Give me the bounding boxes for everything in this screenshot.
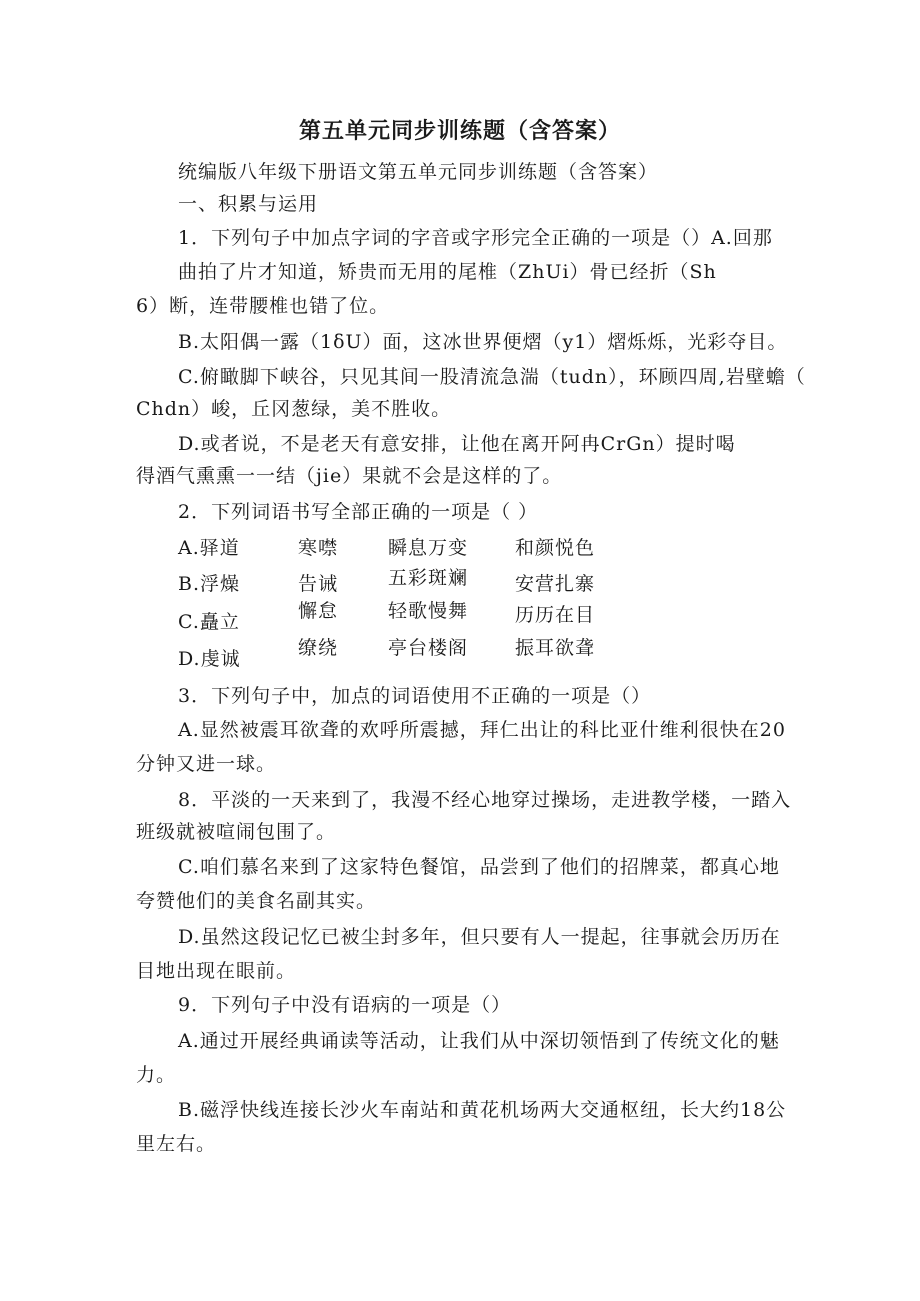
word-cell: 寒噤 — [298, 537, 339, 559]
word-cell: 瞬息万变 — [388, 537, 469, 559]
question-4-stem: 9．下列句子中没有语病的一项是（） — [178, 994, 512, 1016]
subtitle: 统编版八年级下册语文第五单元同步训练题（含答案） — [178, 161, 659, 183]
question-4-option-b-line: B.磁浮快线连接长沙火车南站和黄花机场两大交通枢纽，长大约18公 — [178, 1099, 787, 1121]
question-1-option-b: B.太阳偶一露（1δU）面，这冰世界便熠（y1）熠烁烁，光彩夺目。 — [178, 331, 788, 353]
word-cell: 和颜悦色 — [515, 537, 596, 559]
word-cell: 振耳欲聋 — [515, 637, 596, 659]
question-1-option-d-line: D.或者说，不是老天有意安排，让他在离开阿冉CrGn）提时喝 — [178, 433, 736, 455]
question-1-option-c-line: C.俯瞰脚下峡谷，只见其间一股清流急湍（tudn），环顾四周,岩壁蟾（ — [178, 366, 806, 388]
question-3-option-c-line: 夸赞他们的美食名副其实。 — [136, 890, 377, 912]
word-cell: 懈怠 — [298, 600, 339, 622]
question-4-option-b-line: 里左右。 — [136, 1133, 217, 1155]
word-cell: C.矗立 — [178, 611, 240, 633]
question-3-option-d-line: D.虽然这段记忆已被尘封多年，但只要有人一提起，往事就会历历在 — [178, 926, 781, 948]
word-cell: 缭绕 — [298, 637, 339, 659]
word-cell: A.驿道 — [178, 537, 240, 559]
question-4-option-a-line: A.通过开展经典诵读等活动，让我们从中深切领悟到了传统文化的魅 — [178, 1030, 780, 1052]
section-heading: 一、积累与运用 — [178, 193, 319, 215]
page-title: 第五单元同步训练题（含答案） — [298, 119, 621, 144]
question-1-stem: 1．下列句子中加点字词的字音或字形完全正确的一项是（）A.回那 — [178, 227, 773, 249]
question-2-stem: 2．下列词语书写全部正确的一项是（ ） — [178, 501, 539, 523]
question-3-option-c-line: C.咱们慕名来到了这家特色餐馆，品尝到了他们的招牌菜，都真心地 — [178, 856, 780, 878]
question-3-option-b-line: 8．平淡的一天来到了，我漫不经心地穿过操场，走进教学楼，一踏入 — [178, 789, 792, 811]
word-cell: B.浮燥 — [178, 573, 241, 595]
question-1-option-a-line: 6）断，连带腰椎也错了位。 — [136, 295, 390, 317]
question-1-option-d-line: 得酒气熏熏一一结（jie）果就不会是这样的了。 — [136, 465, 563, 487]
word-cell: 亭台楼阁 — [388, 637, 469, 659]
word-cell: D.虔诚 — [178, 648, 241, 670]
word-cell: 告诫 — [298, 573, 339, 595]
question-1-option-a-line: 曲拍了片才知道，矫贵而无用的尾椎（ZhUi）骨已经折（Sh — [178, 261, 717, 283]
question-3-option-d-line: 目地出现在眼前。 — [136, 960, 297, 982]
question-3-option-a-line: A.显然被震耳欲聋的欢呼所震撼，拜仁出让的科比亚什维利很快在20 — [178, 719, 786, 741]
question-3-option-a-line: 分钟又进一球。 — [136, 753, 277, 775]
word-cell: 安营扎寨 — [515, 573, 596, 595]
question-3-option-b-line: 班级就被喧闹包围了。 — [136, 821, 337, 843]
word-cell: 轻歌慢舞 — [388, 600, 469, 622]
question-4-option-a-line: 力。 — [136, 1064, 177, 1086]
question-1-option-c-line: Chdn）峻，丘冈葱绿，美不胜收。 — [136, 398, 452, 420]
word-cell: 历历在目 — [515, 604, 596, 626]
word-cell: 五彩斑斓 — [388, 567, 469, 589]
question-3-stem: 3．下列句子中，加点的词语使用不正确的一项是（） — [178, 685, 652, 707]
